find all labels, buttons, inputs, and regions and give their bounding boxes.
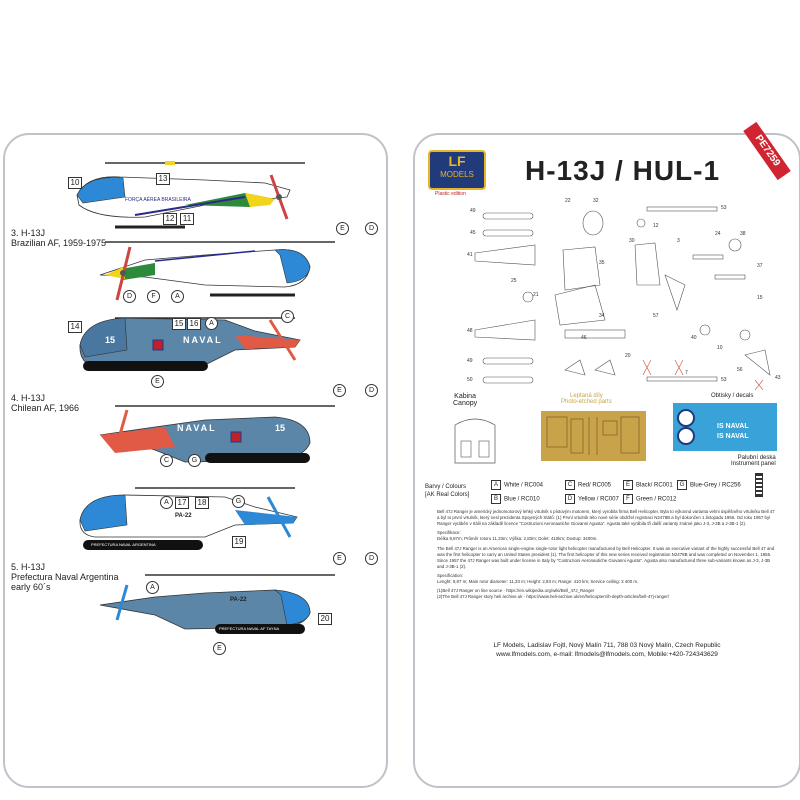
color-callout-E: E: [333, 552, 346, 565]
part-number: 7: [685, 370, 688, 376]
part-number: 15: [757, 295, 763, 301]
pe-label-cz: Leptaná díly: [570, 393, 603, 399]
part-number: 48: [467, 328, 473, 334]
decal-tag-14: 14: [68, 321, 82, 333]
canopy-label-cz: Kabina: [454, 393, 476, 400]
roundel-decal: [677, 409, 695, 427]
variant-subtitle: early 60´s: [11, 582, 51, 592]
skid-text: PREFECTURA NAVAL AF TAYNA: [219, 626, 280, 631]
part-number: 56: [737, 367, 743, 373]
registration-text: PA-22: [175, 513, 192, 519]
color-callout-C: C: [281, 310, 294, 323]
part-number: 22: [565, 198, 571, 204]
part-number: 43: [775, 375, 781, 381]
decal-text: IS NAVAL: [717, 433, 749, 440]
variant-subtitle: Brazilian AF, 1959-1975: [11, 238, 107, 248]
registration-text: PA-22: [230, 597, 247, 603]
colour-key: [491, 494, 540, 504]
fuselage-naval-text: NAVAL: [177, 423, 217, 433]
photo-etched-fret: [541, 411, 646, 461]
product-title: H-13J / HUL-1: [525, 155, 721, 186]
colour-key: [491, 480, 543, 490]
canopy-parts-diagram: [445, 415, 505, 470]
fuselage-inscription: FORÇA AÉREA BRASILEIRA: [125, 197, 191, 203]
pe-label: [561, 393, 612, 405]
variant-5-caption: [11, 562, 119, 592]
footer-address: LF Models, Ladislav Fojtl, Nový Malín 711, 788 03 Nový Malín, Czech Republic: [493, 642, 721, 649]
colours-title: [425, 483, 469, 499]
part-number: 10: [717, 345, 723, 351]
decal-tag-10: 10: [68, 177, 82, 189]
decal-tag-19: 19: [232, 536, 246, 548]
variant-title: 3. H-13J: [11, 228, 46, 238]
logo-mark: LF: [448, 153, 466, 169]
colour-key: [565, 494, 619, 504]
color-callout-D: D: [365, 552, 378, 565]
decal-tag-13: 13: [156, 173, 170, 185]
part-number: 20: [625, 353, 631, 359]
part-number: 57: [653, 313, 659, 319]
fuselage-number: 15: [275, 423, 286, 433]
part-number: 37: [757, 263, 763, 269]
part-number: 3: [677, 238, 680, 244]
color-callout-G: G: [188, 454, 201, 467]
variant-4-caption: [11, 393, 79, 413]
colour-key: [623, 480, 673, 490]
color-callout-E: E: [213, 642, 226, 655]
colour-key: [565, 480, 611, 490]
color-callout-D: D: [123, 290, 136, 303]
variant-subtitle: Prefectura Naval Argentina: [11, 572, 119, 582]
colour-key-label: White / RC004: [504, 482, 544, 489]
colours-title-cz: Barvy / Colours: [425, 484, 467, 490]
part-number: 41: [467, 252, 473, 258]
fuselage-naval-text: NAVAL: [183, 335, 223, 345]
colour-key-box: D: [565, 494, 575, 504]
part-number: 45: [470, 230, 476, 236]
colour-key-box: F: [623, 494, 633, 504]
part-number: 53: [721, 205, 727, 211]
pe-label-en: Photo-etched parts: [561, 399, 612, 405]
colour-key-label: Black/ RC001: [636, 482, 673, 489]
colour-key-box: E: [623, 480, 633, 490]
description-block: [437, 509, 777, 600]
decal-tag-12: 12: [163, 213, 177, 225]
decal-sheet: [673, 403, 777, 451]
decal-tag-16: 16: [187, 318, 201, 330]
colours-title-en: [AK Real Colors]: [425, 492, 470, 498]
colour-key: [677, 480, 741, 490]
colour-key-label: Yellow / RC007: [578, 496, 619, 503]
part-number: 34: [599, 313, 605, 319]
decal-text: IS NAVAL: [717, 423, 749, 430]
product-code-ribbon: PE7259: [743, 122, 791, 180]
spec-title-cz: Specifikace:: [437, 530, 461, 535]
part-number: 32: [593, 198, 599, 204]
color-callout-E: E: [151, 375, 164, 388]
instrument-panel-label: [731, 455, 776, 467]
fuselage-number: 15: [105, 335, 116, 345]
canopy-label: [453, 393, 477, 407]
logo-wordmark: MODELS: [440, 170, 474, 179]
colour-key-label: Red/ RC005: [578, 482, 612, 489]
color-callout-A: A: [171, 290, 184, 303]
footer: [415, 641, 799, 659]
part-number: 46: [581, 335, 587, 341]
color-callout-E: E: [336, 222, 349, 235]
variant-title: 4. H-13J: [11, 393, 46, 403]
skid-text: PREFECTURA NAVAL ARGENTINA: [91, 542, 156, 547]
instrument-panel-decal: [755, 473, 763, 497]
part-number: 25: [511, 278, 517, 284]
spec-cz: Délka 9,87m; Průměr rotoru 11,33m; Výška: 2,83m; Dolet: 410km; Dostup: 3400m.: [437, 536, 598, 541]
color-profiles-card: [3, 133, 388, 788]
color-callout-F: F: [147, 290, 160, 303]
colour-key-label: Green / RC012: [636, 496, 677, 503]
decal-tag-18: 18: [195, 497, 209, 509]
instructions-card: [413, 133, 800, 788]
decal-tag-17: 17: [175, 497, 189, 509]
part-number: 40: [691, 335, 697, 341]
colour-key: [623, 494, 676, 504]
part-number: 49: [470, 208, 476, 214]
color-callout-A: A: [205, 317, 218, 330]
plastic-edition-label: Plastic edition: [435, 191, 466, 197]
footer-contact: www.lfmodels.com, e-mail: lfmodels@lfmodels.com, Mobile:+420-724343629: [496, 651, 718, 658]
spec-en: Lenght: 9,87 m; Main rotor diameter: 11,33 m; Height: 2,83 m; Range: 410 km; Service ceiling: 3 400 m.: [437, 579, 639, 584]
decal-tag-20: 20: [318, 613, 332, 625]
color-callout-C: C: [160, 454, 173, 467]
panel-label-cz: Palubní deska: [737, 455, 776, 461]
variant-title: 5. H-13J: [11, 562, 46, 572]
colour-key-box: G: [677, 480, 687, 490]
decals-label: Obtisky / decals: [711, 393, 754, 399]
spec-title-en: Specification:: [437, 573, 464, 578]
part-number: 38: [740, 231, 746, 237]
reference-2: (2)The Bell 47J Ranger story heli archive.uk - https://www.heli-archive.uk/en/helicopters/h-depth-articles/bell-47j-ranger/: [437, 594, 670, 599]
decal-tag-11: 11: [180, 213, 194, 225]
color-callout-D: D: [365, 222, 378, 235]
reference-1: (1)Bell 47J Ranger on line source - https://en.wikipedia.org/wiki/Bell_47J_Ranger: [437, 588, 595, 593]
variant-3-caption: [11, 228, 106, 248]
colour-key-box: B: [491, 494, 501, 504]
panel-label-en: Instrument panel: [731, 461, 776, 467]
part-number: 53: [721, 377, 727, 383]
part-number: 49: [467, 358, 473, 364]
colour-key-label: Blue-Grey / RC256: [690, 482, 741, 489]
description-en: The Bell 47J Ranger is an American single-engine single-rotor light helicopter manufactured by Bell Helicopter. It was an executive variant of the highly successful Bell 47 and was the first helicopter to carry an United States president (1). The first helicopter of this new series received registration N2478B and was completed on November 1, 1955. Since 1957 the 47J Ranger was built under license in Italy by "Costruzioni Aeronautiche Giovanni Agusta". Agusta also manufactured three sub-variants known as J-3, J-3B and J-3B-1 (2).: [437, 546, 775, 569]
color-callout-A: A: [160, 496, 173, 509]
part-number: 35: [599, 260, 605, 266]
description-cz: Bell 47J Ranger je americký jednomotorový lehký vrtulník s pístovým motorem, který vyrobila firma Bell Helicopter. Byla to výkonná varianta velmi úspěšného vrtulníku Bell 47 a byl to první vrtulník, který nesl prezidenta Spojených Států. (1) První vrtulník této nové série obdržel registraci N2478B a byl dokončen 1.listopadu 1955. Od roku 1957 byl Ranger vyráběn v Itálii na základě licence "Costruzioni Aeronautiche Giovanni Agusta". Agusta také vyrábila tři další varianty známé jako J-3, J-3B a J-3B-1 (2).: [437, 509, 775, 526]
part-number: 21: [533, 292, 539, 298]
part-number: 24: [715, 231, 721, 237]
part-number: 12: [653, 223, 659, 229]
part-number: 50: [467, 377, 473, 383]
part-number: 30: [629, 238, 635, 244]
color-callout-D: D: [365, 384, 378, 397]
colour-key-box: A: [491, 480, 501, 490]
canopy-label-en: Canopy: [453, 400, 478, 407]
decal-tag-15: 15: [172, 318, 186, 330]
roundel-decal: [677, 427, 695, 445]
variant-subtitle: Chilean AF, 1966: [11, 403, 80, 413]
color-callout-E: E: [333, 384, 346, 397]
color-callout-A: A: [146, 581, 159, 594]
colour-key-label: Blue / RC010: [504, 496, 540, 503]
colour-key-box: C: [565, 480, 575, 490]
color-callout-G: G: [232, 495, 245, 508]
